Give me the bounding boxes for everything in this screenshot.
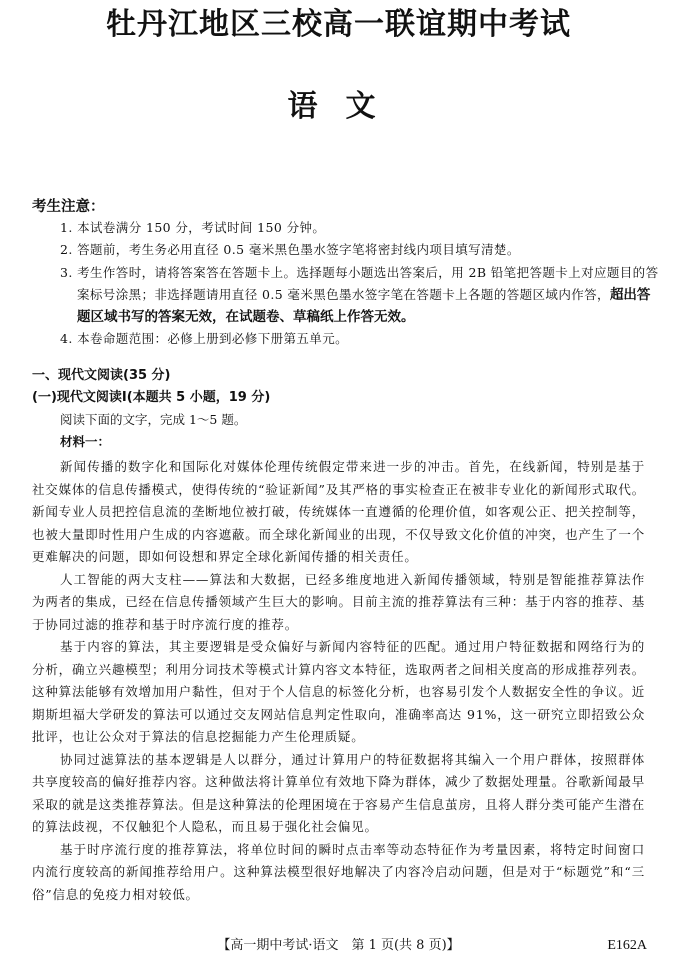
notice-heading: 考生注意： [32,199,105,215]
notice-item-3 [60,262,660,329]
notice-item-3-text: 3. 考生作答时，请将答案答在答题卡上。选择题每小题选出答案后，用 2B 铅笔把答题卡上对应题目的答案标号涂黑；非选择题请用直径 0.5 毫米黑色墨水签字笔在答题卡上各题的答题区域内作答， [60,264,659,302]
reading-instruction: 阅读下面的文字，完成 1～5 题。 [60,412,247,427]
page-info: 【高一期中考试·语文 第 1 页(共 8 页)】 [217,938,460,953]
notice-list [60,217,660,351]
exam-title: 牡丹江地区三校高一联谊期中考试 [106,7,571,42]
sub-heading: (一)现代文阅读Ⅰ(本题共 5 小题，19 分) [32,390,271,405]
section-heading: 一、现代文阅读(35 分) [32,368,171,383]
paragraph: 新闻传播的数字化和国际化对媒体伦理传统假定带来进一步的冲击。首先，在线新闻，特别是基于社交媒体的信息传播模式，使得传统的“验证新闻”及其严格的事实检查正在被非专业化的新闻形式取代。新闻专业人员把控信息流的垄断地位被打破，传统媒体一直遵循的伦理价值，如客观公正、把关控制等，也被大量即时性用户生成的内容遮蔽。而全球化新闻业的出现，不仅导致文化价值的冲突，也产生了一个更难解决的问题，即如何设想和界定全球化新闻传播的相关责任。 [32,459,645,564]
notice-item-1: 1. 本试卷满分 150 分，考试时间 150 分钟。 [60,220,326,235]
paragraph: 协同过滤算法的基本逻辑是人以群分，通过计算用户的特征数据将其编入一个用户群体，按照群体共享度较高的偏好推荐内容。这种做法将计算单位有效地下降为群体，减少了数据处理量。谷歌新闻最早采取的就是这类推荐算法。但是这种算法的伦理困境在于容易产生信息茧房，且将人群分类可能产生潜在的算法歧视，不仅触犯个人隐私，而且易于强化社会偏见。 [32,751,645,834]
paragraph: 基于时序流行度的推荐算法，将单位时间的瞬时点击率等动态特征作为考量因素，将特定时间窗口内流行度较高的新闻推荐给用户。这种算法模型很好地解决了内容冷启动问题，但是对于“标题党”和“三俗”信息的免疫力相对较低。 [32,841,645,902]
paragraph: 人工智能的两大支柱——算法和大数据，已经多维度地进入新闻传播领域，特别是智能推荐算法作为两者的集成，已经在信息传播领域产生巨大的影响。目前主流的推荐算法有三种：基于内容的推荐、基于协同过滤的推荐和基于时序流行度的推荐。 [32,571,645,632]
subject-title: 语文 [287,89,404,124]
notice-item-2: 2. 答题前，考生务必用直径 0.5 毫米黑色墨水签字笔将密封线内项目填写清楚。 [60,242,520,258]
article-body [32,456,645,906]
paper-code: E162A [607,938,647,953]
notice-item-3-emphasis: 超出答题区域书写的答案无效，在试题卷、草稿纸上作答无效。 [77,286,651,326]
notice-item-4: 4. 本卷命题范围：必修上册到必修下册第五单元。 [60,331,349,347]
paragraph: 基于内容的算法，其主要逻辑是受众偏好与新闻内容特征的匹配。通过用户特征数据和网络行为的分析，确立兴趣模型；利用分词技术等模式计算内容文本特征，选取两者之间相关度高的形成推荐列表。这种算法能够有效增加用户黏性，但对于个人信息的标签化分析，也容易引发个人数据安全性的争议。近期斯坦福大学研发的算法可以通过交友网站信息判定性取向，准确率高达 91%，这一研究立即招致公众批评，也让公众对于算法的信息挖掘能力产生伦理质疑。 [32,639,645,744]
material-label: 材料一： [60,434,111,449]
page-footer [0,936,677,956]
